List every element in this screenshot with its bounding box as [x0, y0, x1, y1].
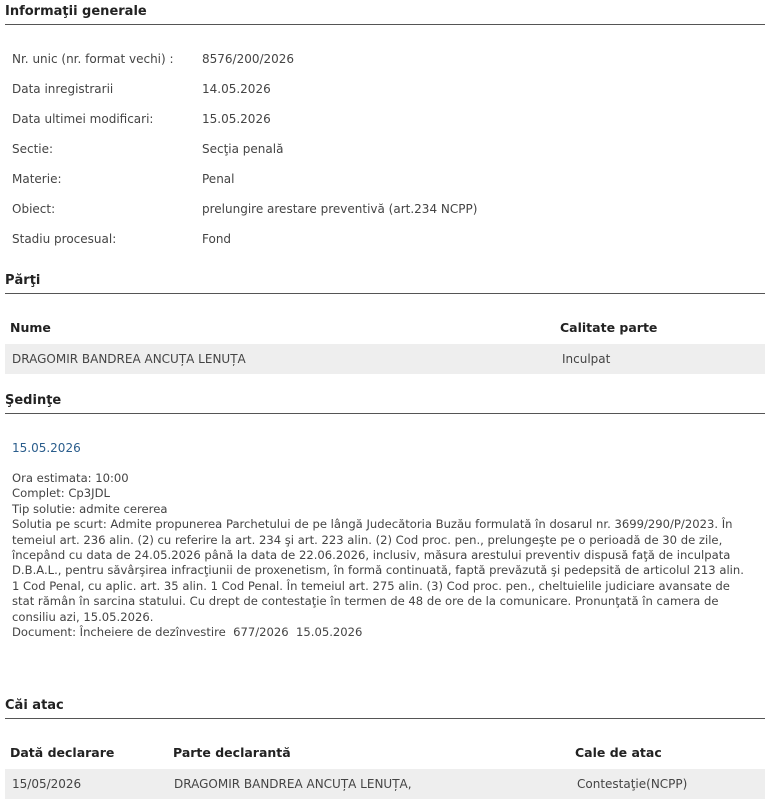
info-label: Data inregistrarii — [12, 82, 114, 96]
parte-nume: DRAGOMIR BANDREA ANCUȚA LENUȚA — [12, 352, 246, 366]
parte-calitate: Inculpat — [562, 352, 611, 366]
info-label: Obiect: — [12, 202, 56, 216]
sedinta-tip-solutie: Tip solutie: admite cererea — [12, 501, 168, 516]
info-value: Fond — [202, 232, 232, 246]
section-title-parti: Părţi — [5, 273, 765, 294]
info-label: Sectie: — [12, 142, 54, 156]
info-value: 14.05.2026 — [202, 82, 271, 96]
info-value: 15.05.2026 — [202, 112, 271, 126]
section-title-cai-atac: Căi atac — [5, 698, 765, 719]
sedinta-solutie-line: începând cu data de 24.05.2026 până la data de 22.06.2026, inclusiv, măsura arestului preventiv dispusă faţă de inculpata — [12, 548, 731, 563]
sedinta-document-link[interactable]: Document: Încheiere de dezînvestire 677/2026 15.05.2026 — [12, 625, 363, 640]
sedinta-solutie-line: D.B.A.L., pentru săvârşirea infracţiunii de proxenetism, în formă continuată, faptă prevăzută şi pedepsită de articolul 213 alin. — [12, 563, 744, 578]
sedinta-details — [12, 471, 762, 640]
info-label: Materie: — [12, 172, 62, 186]
sedinta-solutie-line: 1 Cod Penal, cu aplic. art. 35 alin. 1 Cod Penal. În temeiul art. 275 alin. (3) Cod proc. pen., cheltuielile judiciare avansate de — [12, 578, 730, 593]
section-title-informatii-generale: Informaţii generale — [5, 4, 765, 25]
info-value: Secţia penală — [202, 142, 284, 156]
column-header-data-declarare: Dată declarare — [10, 745, 115, 760]
atac-parte: DRAGOMIR BANDREA ANCUȚA LENUȚA, — [174, 777, 412, 791]
column-header-cale-de-atac: Cale de atac — [575, 745, 662, 760]
column-header-parte-declaranta: Parte declarantă — [173, 745, 291, 760]
info-label: Nr. unic (nr. format vechi) : — [12, 52, 174, 66]
sedinta-complet: Complet: Cp3JDL — [12, 486, 110, 501]
table-row — [5, 344, 765, 374]
sedinta-ora: Ora estimata: 10:00 — [12, 471, 129, 485]
column-header-nume: Nume — [10, 320, 51, 335]
sedinta-solutie-line: Solutia pe scurt: Admite propunerea Parchetului de pe lângă Judecătoria Buzău formulată în dosarul nr. 3699/290/P/2023. În — [12, 517, 733, 532]
column-header-calitate-parte: Calitate parte — [560, 320, 658, 335]
info-label: Data ultimei modificari: — [12, 112, 154, 126]
info-value: 8576/200/2026 — [202, 52, 295, 66]
sedinta-date: 15.05.2026 — [12, 441, 81, 455]
sedinta-solutie-line: consiliu azi, 15.05.2026. — [12, 609, 154, 624]
info-label: Stadiu procesual: — [12, 232, 117, 246]
info-value: Penal — [202, 172, 235, 186]
table-row — [5, 769, 765, 799]
section-title-sedinte: Şedinţe — [5, 393, 765, 414]
sedinta-solutie-line: temeiul art. 236 alin. (2) cu referire la art. 234 şi art. 223 alin. (2) Cod proc. pen., prelungeşte pe o perioadă de 30 de zile, — [12, 532, 723, 547]
atac-cale: Contestaţie(NCPP) — [577, 777, 688, 791]
info-value: prelungire arestare preventivă (art.234 NCPP) — [202, 202, 478, 216]
atac-data: 15/05/2026 — [12, 777, 82, 791]
sedinta-solutie-line: stat rămân în sarcina statului. Cu drept de contestaţie în termen de 48 de ore de la comunicare. Pronunţată în camera de — [12, 594, 719, 609]
